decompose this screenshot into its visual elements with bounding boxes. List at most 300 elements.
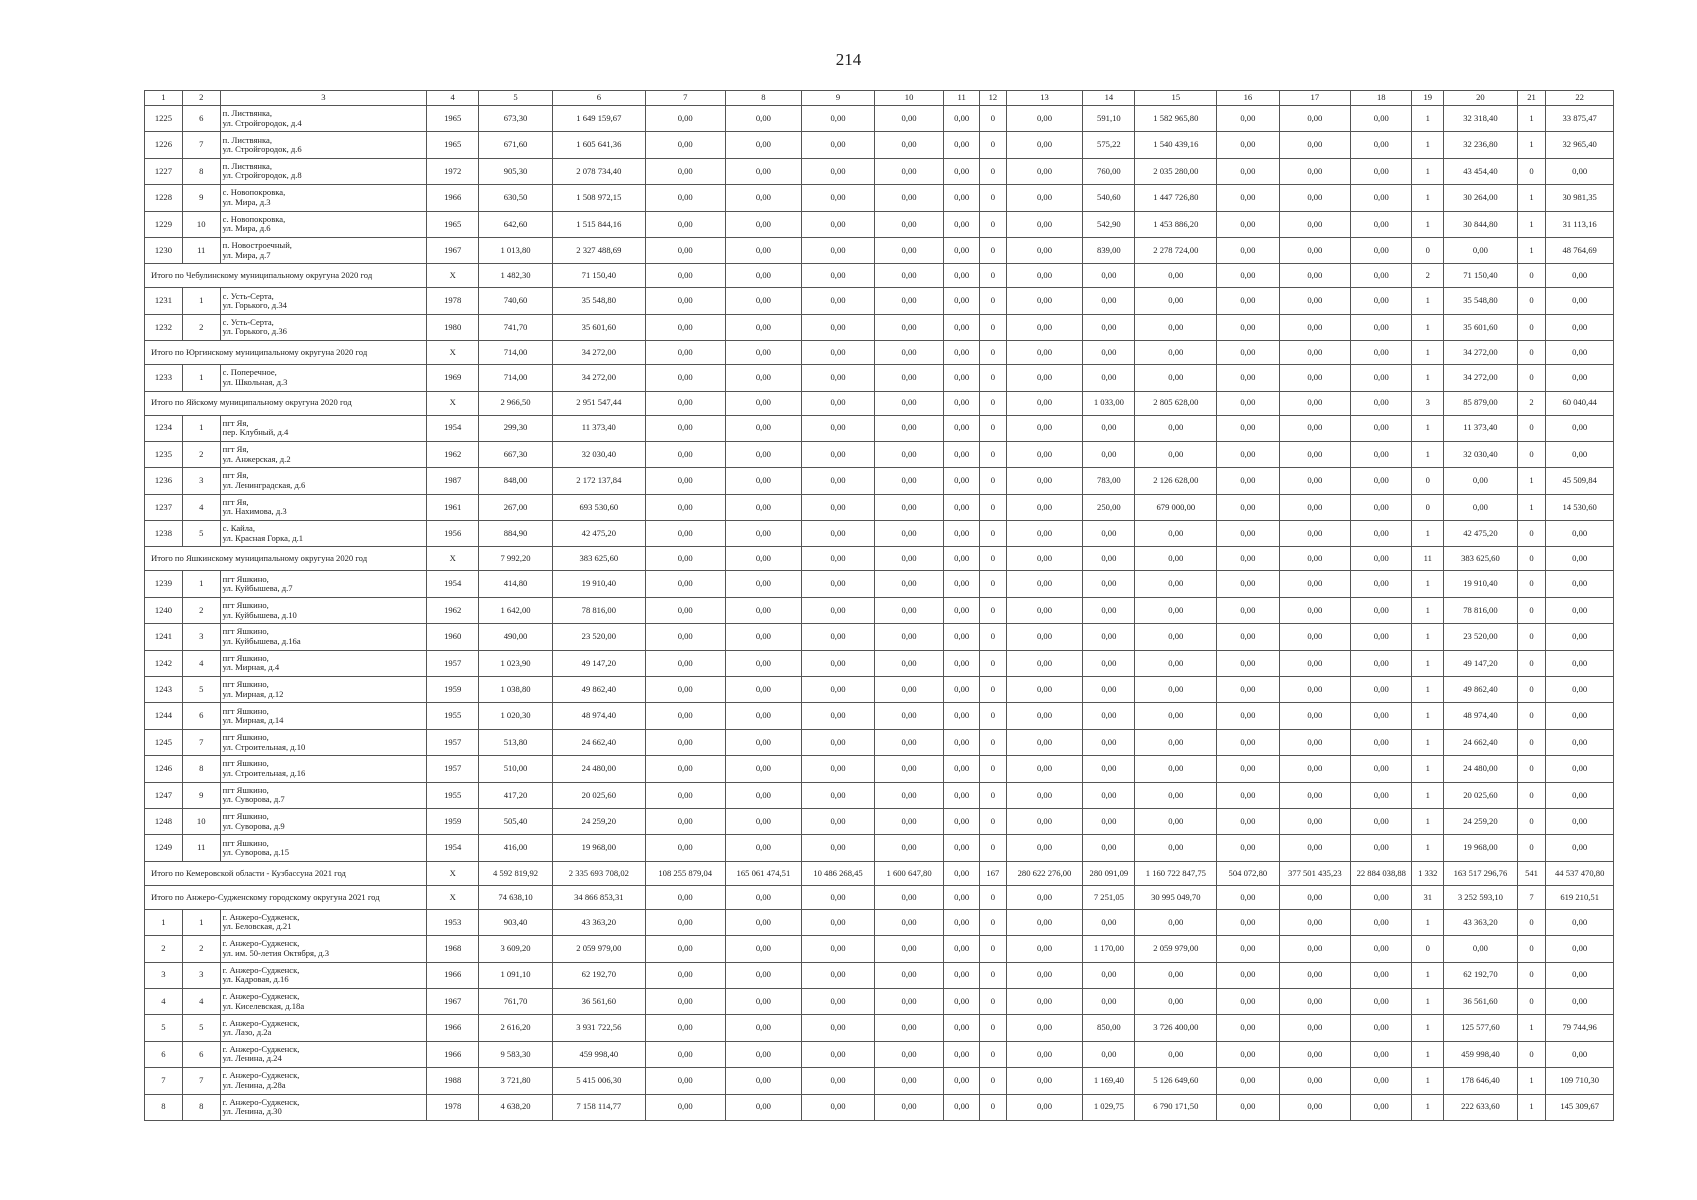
table-cell: 0,00 [1351, 597, 1412, 623]
table-cell: 1978 [427, 1094, 479, 1120]
table-cell: 0,00 [802, 782, 875, 808]
table-cell: 0,00 [1351, 1094, 1412, 1120]
table-cell: 0,00 [1135, 677, 1217, 703]
table-cell: 5 [145, 1015, 183, 1041]
table-cell: 7 992,20 [479, 547, 553, 571]
table-cell: 0,00 [645, 391, 725, 415]
table-cell: 0,00 [645, 494, 725, 520]
table-cell: 45 509,84 [1546, 468, 1614, 494]
table-cell: 0 [1412, 468, 1444, 494]
table-cell: 0 [980, 1068, 1007, 1094]
table-row [145, 624, 1614, 650]
table-cell: 0,00 [802, 415, 875, 441]
table-cell: 0,00 [802, 885, 875, 909]
address-line: Итого по Яйскому муниципальному округу [151, 397, 311, 408]
table-cell: 0,00 [944, 703, 980, 729]
address-line: пгт Яшкино, [222, 679, 269, 690]
table-cell: 0,00 [1217, 756, 1279, 782]
table-cell: 20 025,60 [1444, 782, 1518, 808]
table-cell: 591,10 [1083, 106, 1135, 132]
table-cell: 24 662,40 [552, 729, 645, 755]
table-cell: 1231 [145, 288, 183, 314]
table-cell: 3 [1412, 391, 1444, 415]
table-cell: 0,00 [725, 885, 802, 909]
table-cell: 0 [1517, 756, 1546, 782]
address-line: с. Новопокровка, [222, 187, 286, 198]
table-cell: 1 033,00 [1083, 391, 1135, 415]
table-cell: 0,00 [1444, 468, 1518, 494]
table-cell: 2 335 693 708,02 [552, 861, 645, 885]
table-cell: 1954 [427, 571, 479, 597]
table-cell: 0,00 [1546, 962, 1614, 988]
table-cell: 1 170,00 [1083, 936, 1135, 962]
table-cell: 0,00 [874, 571, 944, 597]
table-cell: 0,00 [1135, 756, 1217, 782]
table-cell: 0,00 [1217, 1041, 1279, 1067]
table-cell: 0,00 [1279, 597, 1351, 623]
header-cell: 12 [980, 91, 1007, 106]
table-cell: 2 278 724,00 [1135, 237, 1217, 263]
address-line: г. Анжеро-Судженск, [222, 911, 300, 922]
table-cell: 108 255 879,04 [645, 861, 725, 885]
table-cell: 35 601,60 [552, 314, 645, 340]
address-line: ул. Стройгородок, д.6 [222, 144, 302, 155]
table-cell: 0,00 [874, 391, 944, 415]
table-cell: 671,60 [479, 132, 553, 158]
table-cell: 1 160 722 847,75 [1135, 861, 1217, 885]
table-cell: 0,00 [1546, 624, 1614, 650]
table-cell: 0 [1517, 782, 1546, 808]
table-cell: 14 530,60 [1546, 494, 1614, 520]
table-cell: 383 625,60 [1444, 547, 1518, 571]
table-cell: 71 150,40 [1444, 264, 1518, 288]
table-cell: 417,20 [479, 782, 553, 808]
table-cell: 7 [145, 1068, 183, 1094]
table-cell: 0,00 [944, 677, 980, 703]
table-cell: 0,00 [1217, 468, 1279, 494]
table-cell: 0,00 [1279, 835, 1351, 861]
table-cell: 0,00 [874, 936, 944, 962]
table-cell: 0,00 [1279, 1015, 1351, 1041]
table-cell: 0 [980, 237, 1007, 263]
table-cell: 0,00 [1006, 132, 1083, 158]
table-cell: 0,00 [725, 547, 802, 571]
table-cell: 0 [980, 835, 1007, 861]
address-line: п. Листвянка, [222, 160, 273, 171]
table-cell: 0,00 [1083, 415, 1135, 441]
table-cell: 0,00 [1279, 468, 1351, 494]
table-cell: 7 [1517, 885, 1546, 909]
table-cell: 0,00 [1135, 365, 1217, 391]
table-cell: 0,00 [1135, 264, 1217, 288]
table-row [145, 1041, 1614, 1067]
table-cell: 0,00 [802, 1015, 875, 1041]
table-cell: 0,00 [1217, 885, 1279, 909]
address-line: ул. Лазо, д.2а [222, 1027, 272, 1038]
table-cell: 0,00 [874, 988, 944, 1014]
table-cell: 0,00 [1006, 597, 1083, 623]
table-cell: 0,00 [1279, 391, 1351, 415]
table-cell: 0 [980, 782, 1007, 808]
table-cell: 0,00 [944, 835, 980, 861]
table-cell: 0,00 [874, 158, 944, 184]
table-cell: 0,00 [1546, 571, 1614, 597]
table-row [145, 571, 1614, 597]
table-cell: 250,00 [1083, 494, 1135, 520]
table-cell: 49 147,20 [1444, 650, 1518, 676]
address-cell [220, 624, 426, 650]
table-cell: 0,00 [1135, 288, 1217, 314]
table-cell: 1987 [427, 468, 479, 494]
table-cell: 1 605 641,36 [552, 132, 645, 158]
table-cell: 0,00 [1135, 835, 1217, 861]
table-cell: 0,00 [1279, 158, 1351, 184]
table-cell: 0,00 [725, 597, 802, 623]
table-cell: 1955 [427, 703, 479, 729]
table-cell: 32 030,40 [1444, 441, 1518, 467]
table-cell: 0,00 [1279, 132, 1351, 158]
table-cell: 0,00 [874, 624, 944, 650]
table-cell: 0,00 [944, 391, 980, 415]
table-cell: 1 540 439,16 [1135, 132, 1217, 158]
table-cell: 0,00 [802, 909, 875, 935]
table-cell: 1 [1412, 703, 1444, 729]
table-cell: 1 447 726,80 [1135, 185, 1217, 211]
table-cell: 1244 [145, 703, 183, 729]
table-cell: 884,90 [479, 521, 553, 547]
table-cell: 1 [1412, 677, 1444, 703]
table-cell: 0,00 [874, 835, 944, 861]
table-cell: 5 126 649,60 [1135, 1068, 1217, 1094]
table-cell: 0,00 [802, 597, 875, 623]
table-cell: 42 475,20 [552, 521, 645, 547]
table-cell: 1980 [427, 314, 479, 340]
address-cell [220, 729, 426, 755]
address-line: ул. Суворова, д.9 [222, 820, 285, 831]
table-cell: X [427, 391, 479, 415]
address-line: с. Кайла, [222, 523, 256, 534]
table-cell: 267,00 [479, 494, 553, 520]
table-cell: 2 035 280,00 [1135, 158, 1217, 184]
table-cell: 0 [980, 988, 1007, 1014]
table-cell: X [427, 341, 479, 365]
table-cell: 0,00 [725, 988, 802, 1014]
total-row [145, 341, 1614, 365]
table-cell: 1978 [427, 288, 479, 314]
table-cell: 0,00 [1351, 158, 1412, 184]
table-cell: 1242 [145, 650, 183, 676]
table-cell: 0,00 [1351, 521, 1412, 547]
table-cell: 0,00 [725, 571, 802, 597]
table-cell: 0,00 [725, 185, 802, 211]
table-cell: 0,00 [1351, 468, 1412, 494]
table-cell: 1 029,75 [1083, 1094, 1135, 1120]
table-cell: 0,00 [1135, 1041, 1217, 1067]
table-cell: 0,00 [645, 835, 725, 861]
table-cell: 0,00 [1006, 288, 1083, 314]
address-cell [220, 597, 426, 623]
table-cell: 9 583,30 [479, 1041, 553, 1067]
header-cell: 10 [874, 91, 944, 106]
table-cell: 0,00 [645, 365, 725, 391]
table-cell: 642,60 [479, 211, 553, 237]
header-cell: 15 [1135, 91, 1217, 106]
table-cell: 1 [1412, 365, 1444, 391]
table-cell: 1 [1412, 835, 1444, 861]
address-line: ул. Ленина, д.28а [222, 1079, 286, 1090]
table-cell: 10 [182, 808, 220, 834]
table-cell: 0,00 [725, 703, 802, 729]
table-cell: 0,00 [802, 441, 875, 467]
table-cell: 8 [182, 1094, 220, 1120]
table-cell: 1962 [427, 597, 479, 623]
table-cell: 0,00 [1006, 624, 1083, 650]
table-cell: 490,00 [479, 624, 553, 650]
table-cell: 1232 [145, 314, 183, 340]
table-cell: 0,00 [1279, 756, 1351, 782]
table-cell: 0,00 [1083, 341, 1135, 365]
table-cell: 0 [1517, 1041, 1546, 1067]
table-cell: 0 [1517, 988, 1546, 1014]
table-cell: 0,00 [874, 962, 944, 988]
table-cell: 3 931 722,56 [552, 1015, 645, 1041]
table-cell: 0,00 [1135, 341, 1217, 365]
total-label [145, 264, 427, 288]
table-cell: 0,00 [944, 962, 980, 988]
table-cell: 0,00 [1006, 885, 1083, 909]
table-cell: 4 [182, 494, 220, 520]
table-cell: 2 [1517, 391, 1546, 415]
table-row [145, 468, 1614, 494]
table-cell: 31 [1412, 885, 1444, 909]
table-row [145, 597, 1614, 623]
table-cell: 32 236,80 [1444, 132, 1518, 158]
table-cell: 2 [182, 314, 220, 340]
table-cell: 0,00 [645, 650, 725, 676]
address-line: пгт Яя, [222, 417, 249, 428]
header-cell: 4 [427, 91, 479, 106]
table-cell: 24 259,20 [1444, 808, 1518, 834]
table-cell: 0,00 [874, 341, 944, 365]
table-cell: 1 [1412, 314, 1444, 340]
table-cell: 33 875,47 [1546, 106, 1614, 132]
table-cell: 0,00 [645, 936, 725, 962]
table-cell: 1 [1412, 158, 1444, 184]
table-cell: 0,00 [1135, 521, 1217, 547]
table-cell: 0,00 [725, 237, 802, 263]
table-cell: 1966 [427, 1015, 479, 1041]
table-cell: 0,00 [1217, 962, 1279, 988]
table-row [145, 808, 1614, 834]
header-cell: 20 [1444, 91, 1518, 106]
table-cell: 1972 [427, 158, 479, 184]
table-cell: 0 [1517, 365, 1546, 391]
table-cell: 416,00 [479, 835, 553, 861]
address-line: на 2020 год [325, 553, 368, 564]
address-line: ул. Куйбышева, д.10 [222, 609, 297, 620]
address-cell [220, 158, 426, 184]
table-cell: 0,00 [1279, 441, 1351, 467]
table-cell: 0,00 [1006, 1094, 1083, 1120]
table-cell: 0,00 [802, 1041, 875, 1067]
table-cell: 9 [182, 185, 220, 211]
table-cell: 693 530,60 [552, 494, 645, 520]
table-cell: 0,00 [1006, 782, 1083, 808]
table-cell: 504 072,80 [1217, 861, 1279, 885]
total-label [145, 885, 427, 909]
address-cell [220, 571, 426, 597]
table-cell: 0,00 [802, 808, 875, 834]
table-cell: 0 [1517, 909, 1546, 935]
table-cell: 0,00 [944, 365, 980, 391]
table-cell: 0,00 [1351, 962, 1412, 988]
table-cell: 8 [145, 1094, 183, 1120]
table-cell: 0,00 [944, 314, 980, 340]
table-cell: 0,00 [1546, 729, 1614, 755]
address-line: пгт Яя, [222, 470, 249, 481]
table-cell: 0,00 [1083, 264, 1135, 288]
table-cell: 1 [1412, 571, 1444, 597]
table-cell: 0,00 [645, 441, 725, 467]
table-cell: 0,00 [1217, 677, 1279, 703]
table-cell: 1 515 844,16 [552, 211, 645, 237]
table-cell: 167 [980, 861, 1007, 885]
address-line: г. Анжеро-Судженск, [222, 938, 300, 949]
address-line: ул. Мира, д.6 [222, 223, 271, 234]
table-cell: 222 633,60 [1444, 1094, 1518, 1120]
table-cell: 0,00 [802, 1068, 875, 1094]
table-cell: 0,00 [944, 1094, 980, 1120]
table-cell: 0,00 [725, 936, 802, 962]
table-cell: 0,00 [874, 782, 944, 808]
table-cell: 414,80 [479, 571, 553, 597]
table-cell: 0,00 [1279, 264, 1351, 288]
table-cell: 0,00 [725, 365, 802, 391]
table-cell: 3 [182, 624, 220, 650]
table-cell: 0,00 [1217, 808, 1279, 834]
address-cell [220, 650, 426, 676]
table-cell: 0,00 [1217, 415, 1279, 441]
table-cell: 0,00 [802, 288, 875, 314]
table-cell: 0,00 [725, 962, 802, 988]
address-line: ул. Анжерская, д.2 [222, 453, 291, 464]
address-line: ул. Нахимова, д.3 [222, 506, 287, 517]
address-line: п. Новостроечный, [222, 240, 292, 251]
table-cell: 78 816,00 [1444, 597, 1518, 623]
table-cell: 0 [980, 962, 1007, 988]
address-line: ул. Мирная, д.12 [222, 688, 284, 699]
address-cell [220, 808, 426, 834]
table-cell: 0,00 [725, 756, 802, 782]
table-cell: 0,00 [1279, 1094, 1351, 1120]
address-line: с. Поперечное, [222, 367, 277, 378]
table-cell: 903,40 [479, 909, 553, 935]
table-cell: 0,00 [944, 415, 980, 441]
table-cell: 1 649 159,67 [552, 106, 645, 132]
table-cell: 0,00 [1217, 782, 1279, 808]
table-cell: 0,00 [1135, 650, 1217, 676]
table-cell: 1233 [145, 365, 183, 391]
table-cell: 1 [1412, 521, 1444, 547]
address-line: пгт Яшкино, [222, 732, 269, 742]
table-cell: 31 113,16 [1546, 211, 1614, 237]
table-cell: 0,00 [1279, 521, 1351, 547]
table-cell: 0,00 [944, 756, 980, 782]
table-cell: 0,00 [1217, 1094, 1279, 1120]
table-cell: 0,00 [1546, 909, 1614, 935]
table-cell: 0,00 [874, 106, 944, 132]
table-cell: 0,00 [1006, 521, 1083, 547]
table-cell: 679 000,00 [1135, 494, 1217, 520]
table-cell: 1241 [145, 624, 183, 650]
table-cell: 0,00 [874, 597, 944, 623]
table-cell: 0,00 [1546, 1041, 1614, 1067]
table-cell: 48 764,69 [1546, 237, 1614, 263]
table-cell: 1 [1412, 624, 1444, 650]
table-cell: 1953 [427, 909, 479, 935]
table-cell: 0,00 [1135, 571, 1217, 597]
table-cell: 0,00 [725, 624, 802, 650]
table-cell: 0,00 [645, 808, 725, 834]
table-cell: 0,00 [1217, 237, 1279, 263]
address-line: ул. Строительная, д.16 [222, 767, 306, 778]
table-cell: 1966 [427, 1041, 479, 1067]
address-line: г. Анжеро-Судженск, [222, 1043, 300, 1054]
address-cell [220, 988, 426, 1014]
table-cell: 2 [1412, 264, 1444, 288]
table-cell: 0,00 [802, 314, 875, 340]
table-cell: 0,00 [1006, 391, 1083, 415]
table-cell: 0,00 [802, 158, 875, 184]
address-line: пгт Яшкино, [222, 600, 269, 611]
table-row [145, 288, 1614, 314]
table-cell: 0,00 [1135, 415, 1217, 441]
table-cell: 60 040,44 [1546, 391, 1614, 415]
table-cell: 0,00 [874, 650, 944, 676]
table-cell: 0 [980, 624, 1007, 650]
table-cell: 1 [182, 365, 220, 391]
address-line: п. Листвянка, [222, 134, 273, 145]
address-line: пгт Яшкино, [222, 811, 269, 822]
table-cell: 619 210,51 [1546, 885, 1614, 909]
table-cell: 0,00 [1351, 365, 1412, 391]
header-cell: 21 [1517, 91, 1546, 106]
table-cell: 0,00 [1279, 808, 1351, 834]
table-row [145, 962, 1614, 988]
table-cell: 0 [1517, 571, 1546, 597]
table-cell: 0,00 [725, 288, 802, 314]
table-cell: 0,00 [874, 132, 944, 158]
table-cell: 0 [980, 729, 1007, 755]
table-cell: 0,00 [944, 861, 980, 885]
table-cell: 0,00 [802, 237, 875, 263]
table-cell: 1 [1517, 211, 1546, 237]
table-cell: 1 [1517, 468, 1546, 494]
table-cell: 11 [1412, 547, 1444, 571]
table-cell: 0,00 [725, 909, 802, 935]
total-label [145, 547, 427, 571]
table-cell: 0,00 [1083, 441, 1135, 467]
table-cell: 0,00 [1279, 494, 1351, 520]
table-cell: 1249 [145, 835, 183, 861]
table-cell: 0,00 [874, 885, 944, 909]
table-cell: 34 272,00 [552, 365, 645, 391]
table-cell: 0 [980, 365, 1007, 391]
table-cell: 0,00 [944, 158, 980, 184]
table-cell: 1955 [427, 782, 479, 808]
table-cell: 0,00 [1135, 729, 1217, 755]
table-row [145, 677, 1614, 703]
